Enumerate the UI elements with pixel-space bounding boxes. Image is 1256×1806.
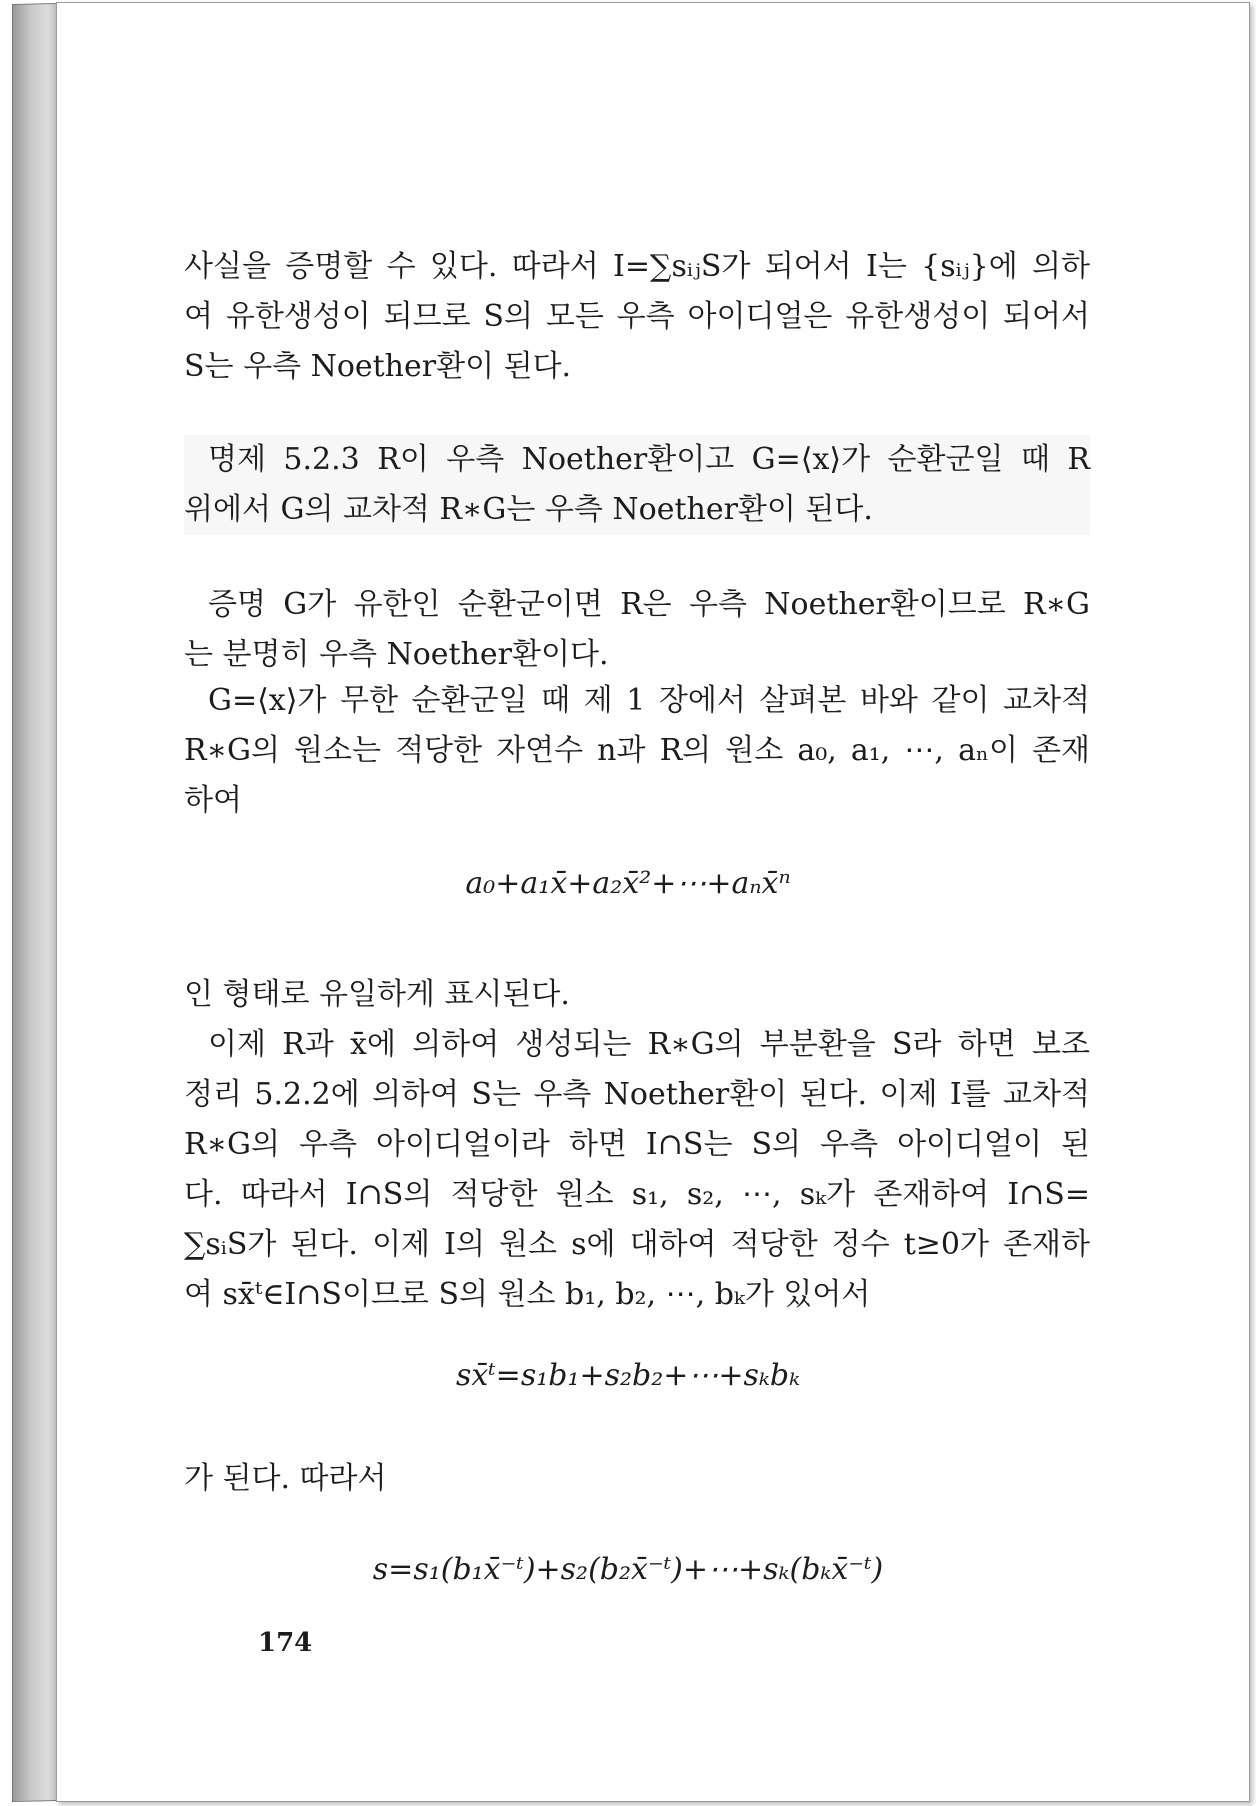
text-line: 인 형태로 유일하게 표시된다.: [184, 977, 570, 1012]
text-line: 사실을 증명할 수 있다. 따라서 I=∑sᵢⱼS가 되어서 I는 {sᵢⱼ}에 의하: [184, 249, 1090, 284]
text-line: 정리 5.2.2에 의하여 S는 우측 Noether환이 된다. 이제 I를 교차적: [184, 1077, 1090, 1112]
text-line: 위에서 G의 교차적 R∗G는 우측 Noether환이 된다.: [184, 492, 873, 527]
text-line: R∗G의 원소는 적당한 자연수 n과 R의 원소 a₀, a₁, ⋯, aₙ이 존재: [184, 733, 1090, 768]
paragraph-1: [184, 242, 1090, 392]
page-number: 174: [258, 1628, 313, 1658]
paragraph-after-eq1: [184, 970, 1090, 1020]
equation-3: s=s₁(b₁x̄⁻ᵗ)+s₂(b₂x̄⁻ᵗ)+⋯+sₖ(bₖx̄⁻ᵗ): [372, 1552, 884, 1587]
text-line: 여 sx̄ᵗ∈I∩S이므로 S의 원소 b₁, b₂, ⋯, bₖ가 있어서: [184, 1277, 871, 1312]
text-line: 명제 5.2.3 R이 우측 Noether환이고 G=⟨x⟩가 순환군일 때 R: [208, 442, 1090, 477]
proof-paragraph-2: [184, 676, 1090, 826]
text-line: 는 분명히 우측 Noether환이다.: [184, 637, 609, 672]
proof-paragraph-1: [184, 580, 1090, 680]
proposition: [184, 435, 1090, 535]
book-spine: [12, 3, 58, 1802]
text-line: 여 유한생성이 되므로 S의 모든 우측 아이디얼은 유한생성이 되어서: [184, 299, 1090, 334]
text-line: 이제 R과 x̄에 의하여 생성되는 R∗G의 부분환을 S라 하면 보조: [208, 1027, 1090, 1062]
paragraph-3: [184, 1020, 1090, 1320]
text-line: R∗G의 우측 아이디얼이라 하면 I∩S는 S의 우측 아이디얼이 된: [184, 1127, 1090, 1162]
text-line: 가 된다. 따라서: [184, 1461, 387, 1496]
text-line: 증명 G가 유한인 순환군이면 R은 우측 Noether환이므로 R∗G: [208, 587, 1090, 622]
text-line: S는 우측 Noether환이 된다.: [184, 349, 572, 384]
equation-1: a₀+a₁x̄+a₂x̄²+⋯+aₙx̄ⁿ: [465, 866, 791, 901]
text-line: G=⟨x⟩가 무한 순환군일 때 제 1 장에서 살펴본 바와 같이 교차적: [208, 683, 1090, 718]
paragraph-after-eq2: [184, 1454, 1090, 1504]
text-line: 다. 따라서 I∩S의 적당한 원소 s₁, s₂, ⋯, sₖ가 존재하여 I∩S=: [184, 1177, 1090, 1212]
text-line: 하여: [184, 783, 242, 818]
equation-2: sx̄ᵗ=s₁b₁+s₂b₂+⋯+sₖbₖ: [455, 1358, 801, 1393]
text-line: ∑sᵢS가 된다. 이제 I의 원소 s에 대하여 적당한 정수 t≥0가 존재하: [184, 1227, 1090, 1262]
